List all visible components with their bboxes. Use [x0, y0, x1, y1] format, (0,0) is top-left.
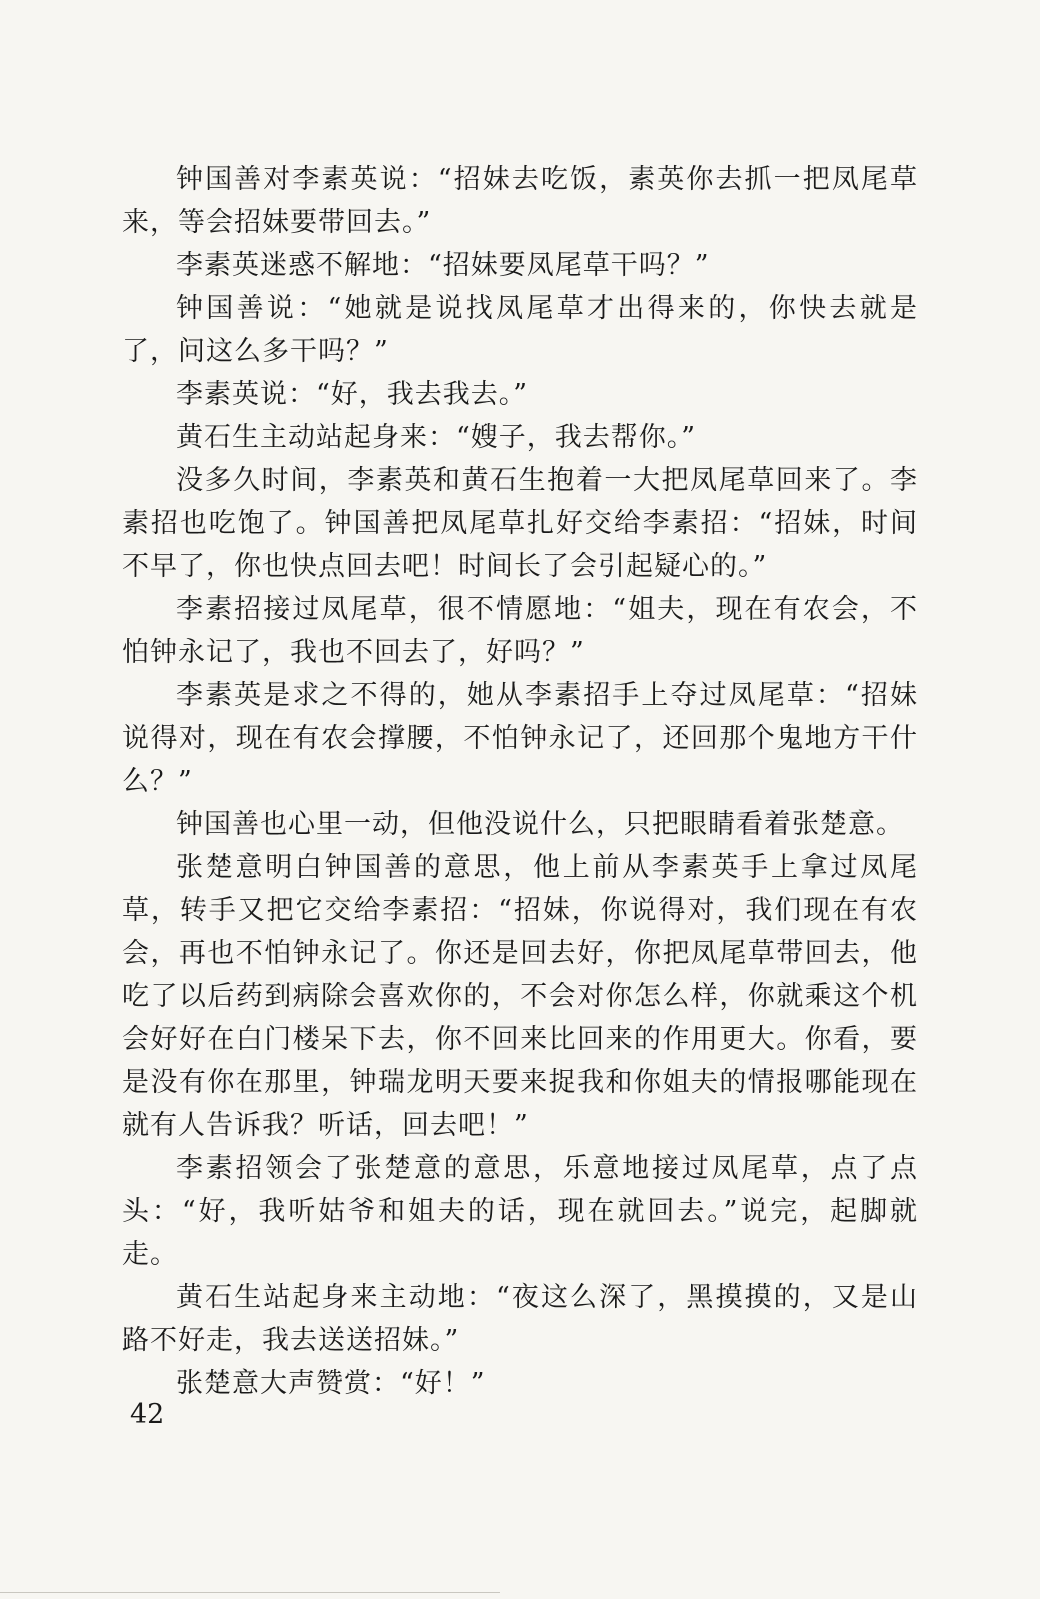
paragraph-3: 钟国善说：“她就是说找凤尾草才出得来的，你快去就是了，问这么多干吗？”: [122, 293, 918, 367]
paragraph-13: 张楚意大声赞赏：“好！”: [176, 1368, 486, 1399]
paragraph-12: 黄石生站起身来主动地：“夜这么深了，黑摸摸的，又是山路不好走，我去送送招妹。”: [122, 1282, 918, 1356]
body-text: [122, 158, 918, 1405]
paragraph-7: 李素招接过凤尾草，很不情愿地：“姐夫，现在有农会，不怕钟永记了，我也不回去了，好吗？”: [122, 594, 918, 668]
paragraph-9: 钟国善也心里一动，但他没说什么，只把眼睛看着张楚意。: [176, 809, 904, 840]
paragraph-11: 李素招领会了张楚意的意思，乐意地接过凤尾草，点了点头：“好，我听姑爷和姐夫的话，现在就回去。”说完，起脚就走。: [122, 1153, 918, 1270]
paragraph-5: 黄石生主动站起身来：“嫂子，我去帮你。”: [176, 422, 697, 453]
scan-edge-line: [0, 1592, 500, 1593]
paragraph-2: 李素英迷惑不解地：“招妹要凤尾草干吗？”: [176, 250, 710, 281]
page-number: 42: [130, 1399, 165, 1430]
paragraph-8: 李素英是求之不得的，她从李素招手上夺过凤尾草：“招妹说得对，现在有农会撑腰，不怕钟永记了，还回那个鬼地方干什么？”: [122, 680, 918, 797]
paragraph-4: 李素英说：“好，我去我去。”: [176, 379, 529, 410]
paragraph-6: 没多久时间，李素英和黄石生抱着一大把凤尾草回来了。李素招也吃饱了。钟国善把凤尾草扎好交给李素招：“招妹，时间不早了，你也快点回去吧！时间长了会引起疑心的。”: [122, 465, 918, 582]
paragraph-1: 钟国善对李素英说：“招妹去吃饭，素英你去抓一把凤尾草来，等会招妹要带回去。”: [122, 164, 918, 238]
paragraph-10: 张楚意明白钟国善的意思，他上前从李素英手上拿过凤尾草，转手又把它交给李素招：“招妹，你说得对，我们现在有农会，再也不怕钟永记了。你还是回去好，你把凤尾草带回去，他吃了以后药到病除会喜欢你的，不会对你怎么样，你就乘这个机会好好在白门楼呆下去，你不回来比回来的作用更大。你看，要是没有你在那里，钟瑞龙明天要来捉我和你姐夫的情报哪能现在就有人告诉我？听话，回去吧！”: [122, 852, 918, 1141]
